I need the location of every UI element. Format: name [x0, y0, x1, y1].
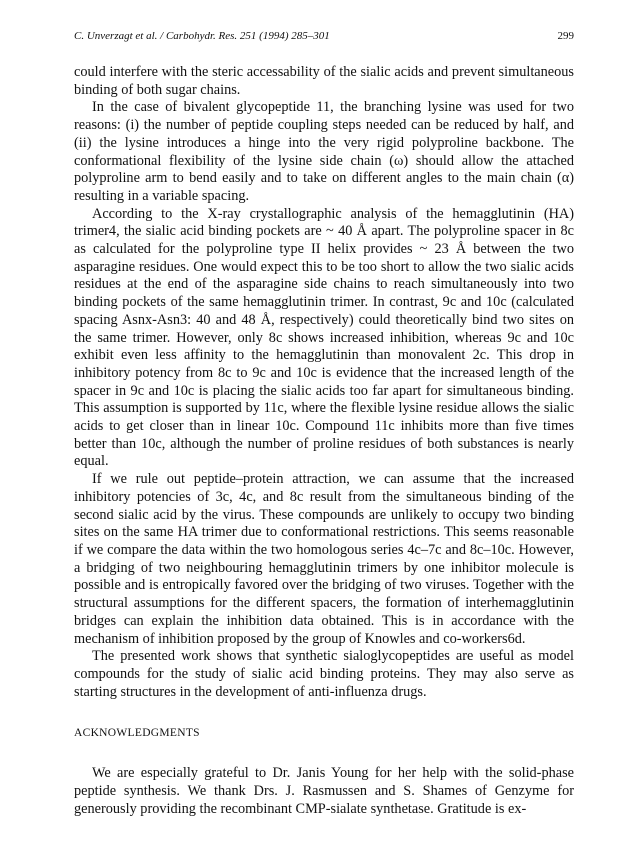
- paragraph-conclusion: The presented work shows that synthetic sialoglycopeptides are useful as model compounds for the study of sialic acid binding proteins. They may also serve as starting structures in the development of anti-influenza drugs.: [74, 648, 574, 700]
- running-head: [74, 30, 574, 52]
- running-head-citation: C. Unverzagt et al. / Carbohydr. Res. 251 (1994) 285–301: [74, 30, 330, 42]
- paragraph-xray-analysis: According to the X-ray crystallographic analysis of the hemagglutinin (HA) trimer4, the sialic acid binding pockets are ~ 40 Å apart. The polyproline spacer in 8c as calculated for the polyproline type II helix provides ~ 23 Å between the two asparagine residues. One would expect this to be too short to allow the two sialic acids residues at the end of the asparagine side chains to reach simultaneously into two binding pockets of the same hemagglutinin trimer. In contrast, 9c and 10c (calculated spacing Asnx-Asn3: 40 and 48 Å, respectively) could theoretically bind two sites on the same trimer. However, only 8c shows increased inhibition, whereas 9c and 10c exhibit even less affinity to the hemagglutinin than monovalent 2c. This drop in inhibitory potency from 8c to 9c and 10c is evidence that the increased length of the spacer in 9c and 10c is placing the sialic acids too far apart for simultaneous binding. This assumption is supported by 11c, where the flexible lysine residue allows the sialic acids to get closer than in linear 10c. Compound 11c inhibits more than five times better than 10c, although the number of proline residues of both substances is nearly equal.: [74, 205, 574, 470]
- acknowledgments-paragraph: We are especially grateful to Dr. Janis Young for her help with the solid-phase peptide synthesis. We thank Drs. J. Rasmussen and S. Shames of Genzyme for generously providing the recombinant CMP-sialate synthetase. Gratitude is ex-: [74, 765, 574, 817]
- paragraph-bivalent-glycopeptide: In the case of bivalent glycopeptide 11, the branching lysine was used for two reasons: (i) the number of peptide coupling steps needed can be reduced by half, and (ii) the lysine introduces a hinge into the very rigid polyproline backbone. The conformational flexibility of the lysine side chain (ω) should allow the attached polyproline arm to bend easily and to take on different angles to the main chain (α) resulting in a variable spacing.: [74, 99, 574, 204]
- acknowledgments-body: [74, 765, 574, 818]
- page: [74, 30, 574, 818]
- paragraph-continuation: could interfere with the steric accessability of the sialic acids and prevent simultaneous binding of both sugar chains.: [74, 64, 574, 98]
- paragraph-peptide-protein: If we rule out peptide–protein attraction, we can assume that the increased inhibitory potencies of 3c, 4c, and 8c result from the simultaneous binding of the second sialic acid by the virus. These compounds are unlikely to occupy two binding sites on the same HA trimer due to conformational restrictions. This seems reasonable if we compare the data within the two homologous series 4c–7c and 8c–10c. However, a bridging of two neighbouring hemagglutinin trimers by one inhibitor molecule is possible and is entropically favored over the bridging of two viruses. Together with the structural assumptions for the different spacers, the formation of interhemagglutinin bridges can explain the inhibition data obtained. This is in accordance with the mechanism of inhibition proposed by the group of Knowles and co-workers6d.: [74, 471, 574, 647]
- acknowledgments-heading: ACKNOWLEDGMENTS: [74, 727, 200, 740]
- page-number: 299: [557, 30, 574, 42]
- body-text: [74, 64, 574, 701]
